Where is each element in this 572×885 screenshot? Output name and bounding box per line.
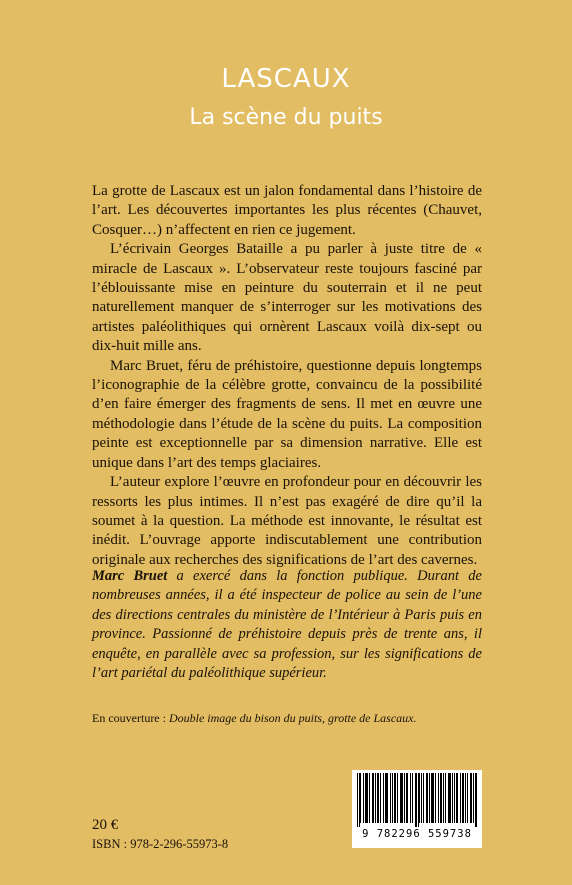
price: 20 € — [92, 817, 119, 833]
barcode-bar — [386, 773, 387, 823]
barcode-bar — [462, 773, 463, 823]
author-bio-text: a exercé dans la fonction publique. Durant de nombreuses années, il a été inspecteur de police au sein de l’une des directions centrales du ministère de l’Intérieur à Paris puis en province. Passionné de préhistoire depuis près de trente ans, il enquête, en parallèle avec sa profession, sur les significations de l’art pariétal du paléolithique supérieur. — [92, 568, 482, 682]
barcode-bar — [377, 773, 378, 823]
barcode-bar — [375, 773, 376, 823]
barcode-bar — [416, 773, 417, 827]
barcode-bar — [449, 773, 450, 823]
barcode-bar — [412, 773, 413, 823]
barcode-bar — [426, 773, 427, 823]
barcode-bar — [467, 773, 468, 823]
barcode-bar — [418, 773, 419, 827]
barcode-bar — [471, 773, 472, 823]
cover-credit-text: Double image du bison du puits, grotte de Lascaux. — [168, 711, 417, 725]
barcode-bar — [454, 773, 455, 823]
barcode-bar — [407, 773, 408, 823]
summary-text — [92, 182, 482, 570]
barcode-bar — [404, 773, 405, 823]
summary-paragraph-2: L’écrivain Georges Bataille a pu parler à juste titre de « miracle de Lascaux ». L’observateur reste toujours fasciné par l’éblouissante mise en peinture du souterrain et il ne peut naturellement manquer de s’interroger sur les motivations des artistes paléolithiques qui ornèrent Lascaux voilà dix-sept ou dix-huit mille ans. — [92, 241, 482, 355]
barcode-bar — [423, 773, 424, 823]
cover-credit-label: En couverture : — [92, 711, 169, 725]
barcode-bar — [406, 773, 407, 823]
barcode-bar — [452, 773, 453, 823]
barcode-bar — [463, 773, 464, 823]
barcode — [352, 770, 482, 848]
barcode-bar — [440, 773, 441, 823]
barcode-bar — [438, 773, 439, 823]
barcode-digits: 9 782296 559738 — [362, 828, 472, 840]
author-bio — [92, 567, 482, 683]
barcode-bar — [456, 773, 457, 823]
isbn: ISBN : 978-2-296-55973-8 — [92, 837, 229, 851]
barcode-bar — [392, 773, 393, 823]
barcode-bar — [397, 773, 398, 823]
barcode-bar — [427, 773, 428, 823]
barcode-bar — [473, 773, 474, 823]
author-name: Marc Bruet — [92, 568, 168, 584]
barcode-bar — [394, 773, 395, 823]
barcode-bar — [410, 773, 411, 823]
summary-paragraph-4: L’auteur explore l’œuvre en profondeur pour en découvrir les ressorts les plus intimes. Il n’est pas exagéré de dire qu’il la soumet à la question. La méthode est innovante, le résultat est inédit. L’ouvrage apporte indiscutablement une contribution originale aux recherches des significations de l’art des cavernes. — [92, 474, 482, 568]
barcode-bar — [380, 773, 381, 823]
barcode-bar — [450, 773, 451, 823]
book-subtitle: La scène du puits — [189, 105, 383, 130]
barcode-bar — [390, 773, 391, 823]
barcode-bar — [475, 773, 476, 827]
barcode-bar — [465, 773, 466, 823]
barcode-bar — [363, 773, 364, 823]
barcode-bar — [476, 773, 477, 827]
barcode-bar — [385, 773, 386, 823]
barcode-bar — [431, 773, 432, 823]
barcode-bar — [445, 773, 446, 823]
barcode-bar — [378, 773, 379, 823]
barcode-bar — [457, 773, 458, 823]
barcode-bar — [383, 773, 384, 823]
barcode-bar — [433, 773, 434, 823]
summary-paragraph-1: La grotte de Lascaux est un jalon fondamental dans l’histoire de l’art. Les découvertes importantes les plus récentes (Chauvet, Cosquer…) n’affectent en rien ce jugement. — [92, 183, 482, 238]
barcode-bar — [395, 773, 396, 823]
barcode-bar — [435, 773, 436, 823]
barcode-bar — [432, 773, 433, 823]
barcode-bar — [460, 773, 461, 823]
barcode-bar — [421, 773, 422, 823]
barcode-bar — [401, 773, 402, 823]
barcode-bar — [357, 773, 358, 827]
barcode-bar — [359, 773, 360, 827]
barcode-bars — [356, 773, 478, 827]
cover-credit — [92, 711, 492, 726]
summary-paragraph-3: Marc Bruet, féru de préhistoire, questionne depuis longtemps l’iconographie de la célèbre grotte, convaincu de la possibilité d’en faire émerger des fragments de sens. Il met en œuvre une méthodologie dans l’étude de la scène du puits. La composition peinte est exceptionnelle par sa dimension narrative. Elle est unique dans l’art des temps glaciaires. — [92, 357, 482, 471]
barcode-bar — [429, 773, 430, 823]
barcode-bar — [419, 773, 420, 823]
barcode-bar — [448, 773, 449, 823]
barcode-bar — [365, 773, 366, 823]
book-title: LASCAUX — [221, 64, 351, 94]
barcode-bar — [373, 773, 374, 823]
barcode-bar — [372, 773, 373, 823]
barcode-bar — [400, 773, 401, 823]
barcode-bar — [360, 773, 361, 823]
barcode-bar — [415, 773, 416, 827]
barcode-bar — [402, 773, 403, 823]
barcode-bar — [367, 773, 368, 823]
barcode-bar — [369, 773, 370, 823]
barcode-bar — [441, 773, 442, 823]
barcode-bar — [470, 773, 471, 823]
barcode-bar — [387, 773, 388, 823]
barcode-bar — [443, 773, 444, 823]
barcode-bar — [366, 773, 367, 823]
